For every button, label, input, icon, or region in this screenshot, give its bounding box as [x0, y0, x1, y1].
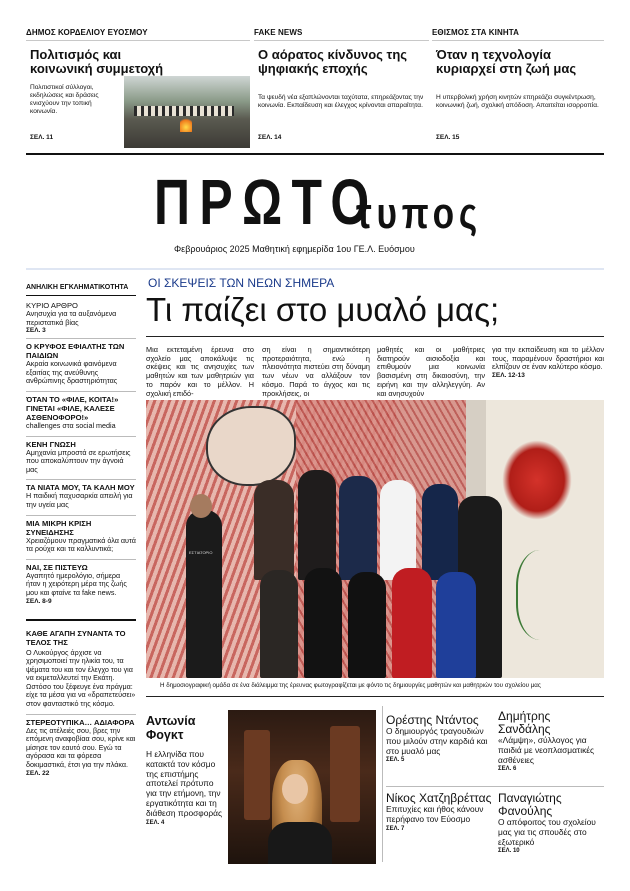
bottom-item-name: Δημήτρης Σανδάλης [498, 709, 551, 736]
bottom-item-name: Παναγιώτης Φανούλης [498, 791, 562, 818]
sidebar-item-title: Ο ΚΡΥΦΟΣ ΕΦΙΑΛΤΗΣ ΤΩΝ ΠΑΙΔΙΩΝ [26, 342, 125, 361]
sidebar-item[interactable] [26, 563, 136, 605]
sidebar-item-title: ΜΙΑ ΜΙΚΡΗ ΚΡΙΣΗ ΣΥΝΕΙΔΗΣΗΣ [26, 518, 92, 537]
team-photo[interactable] [146, 400, 604, 678]
sidebar-item-title: ΣΤΕΡΕΟΤΥΠΙΚΑ… ΑΔΙΑΦΟΡΑ [26, 717, 135, 727]
teaser-text: Η υπερβολική χρήση κινητών επηρεάζει συγκέντρωση, κοινωνική ζωή, σχολική απόδοση. Απαιτείται ισορροπία. [436, 94, 599, 109]
story-col-2: ση είναι η σημαντικότερη προτεραιότητα, ενώ η πλειονότητα πιστεύει στη δύναμη των νέων να αλλάξουν τον κόσμο. Παρά το άγχος και τις προκλήσεις, οι [262, 345, 370, 398]
portrait-photo [228, 710, 376, 864]
dance-photo [124, 76, 250, 148]
teaser-kicker: ΕΘΙΣΜΟΣ ΣΤΑ ΚΙΝΗΤΑ [432, 28, 520, 37]
teaser-kicker: ΔΗΜΟΣ ΚΟΡΔΕΛΙΟΥ ΕΥΟΣΜΟΥ [26, 28, 148, 37]
teaser-title: Πολιτισμός και κοινωνική συμμετοχή [30, 47, 164, 76]
sidebar-item-text: Ανησυχία για τα αυξανόμενα περιστατικά βίας [26, 309, 117, 327]
teaser-page: ΣΕΛ. 14 [258, 134, 282, 141]
bottom-item-page: ΣΕΛ. 6 [498, 766, 517, 773]
bottom-item-page: ΣΕΛ. 7 [386, 825, 405, 832]
sidebar-item[interactable] [26, 395, 136, 431]
main-kicker: ΟΙ ΣΚΕΨΕΙΣ ΤΩΝ ΝΕΩΝ ΣΗΜΕΡΑ [148, 276, 335, 290]
masthead-small: τυπος [356, 189, 482, 238]
photo-caption: Η δημοσιογραφική ομάδα σε ένα διάλειμμα της έρευνας φωτογραφίζεται με φόντο τις δημιουργίες μαθητών και μαθητριών του σχολείου μας [160, 682, 541, 689]
sidebar [26, 284, 136, 864]
sidebar-item[interactable] [26, 519, 136, 554]
bottom-item-text: Ο δημιουργός τραγουδιών που μιλούν στην καρδιά και στο μυαλό μας [386, 726, 488, 756]
bottom-item-name: Νίκος Χατζηβρέττας [386, 791, 492, 805]
sidebar-item-title: ΚΕΝΗ ΓΝΩΣΗ [26, 439, 76, 449]
sidebar-item[interactable] [26, 718, 136, 777]
story-col-3: μαθητές και οι μαθήτριες διατηρούν αισιοδοξία και επιθυμούν μια κοινωνία βασισμένη στη δικαιοσύνη, την ειρήνη και την αλληλεγγύη. Αν και ανησυχούν [377, 345, 485, 398]
feature-name: Αντωνία Φογκτ [146, 714, 196, 742]
teaser-fakenews[interactable] [254, 28, 429, 152]
sidebar-item-title: ΌΤΑΝ ΤΟ «ΦΙΛΕ, ΚΟΙΤΑ!» ΓΙΝΕΤΑΙ «ΦΙΛΕ, ΚΑΛΕΣΕ ΑΣΘΕΝΟΦΟΡΟ!» [26, 394, 119, 422]
feature-text: Η ελληνίδα που κατακτά τον κόσμο της επιστήμης αποτελεί πρότυπο για την ετήμονη, την εργατικότητα και τη διάθεση προσφοράς [146, 749, 223, 818]
masthead-big: ΠΡΩΤΟ [154, 166, 379, 238]
story-col-4-text: για την εκπαίδευση και το μέλλον τους, παραμένουν δραστήριοι και ελπίζουν σε έναν καλύτερο κόσμο. [492, 345, 604, 372]
shirt-text: ΕΣΤΙΑΤΟΡΙΟ [189, 550, 213, 555]
story-col-4 [492, 346, 604, 381]
bottom-item[interactable] [386, 714, 492, 763]
bottom-item[interactable] [386, 792, 492, 832]
masthead-subtitle: Φεβρουάριος 2025 Μαθητική εφημερίδα 1ου ΓΕ.Λ. Ευόσμου [174, 244, 415, 254]
sidebar-item[interactable] [26, 301, 136, 334]
bottom-item-page: ΣΕΛ. 5 [386, 757, 405, 764]
sidebar-item-title: ΤΑ ΝΙΑΤΑ ΜΟΥ, ΤΑ ΚΑΛΗ ΜΟΥ [26, 483, 135, 493]
sidebar-item-page: ΣΕΛ. 8-9 [26, 597, 52, 605]
bottom-item-text: «Λάμψη», σύλλογος για παιδιά με νεοπλασματικές ασθένειες [498, 735, 595, 765]
sidebar-item-page: ΣΕΛ. 3 [26, 327, 46, 335]
sidebar-item-title: ΚΑΘΕ ΑΓΑΠΗ ΣΥΝΑΝΤΑ ΤΟ ΤΕΛΟΣ ΤΗΣ [26, 628, 126, 647]
top-divider [26, 153, 604, 155]
teaser-title: Ο αόρατος κίνδυνος της ψηφιακής εποχής [258, 47, 408, 76]
teaser-title: Όταν η τεχνολογία κυριαρχεί στη ζωή μας [436, 47, 577, 76]
top-strip [26, 28, 604, 158]
sidebar-item[interactable] [26, 629, 136, 709]
bottom-item-name: Ορέστης Ντάντος [386, 713, 479, 727]
sidebar-item-text: Η παιδική παχυσαρκία απειλή για την υγεία μας [26, 491, 133, 509]
teaser-page: ΣΕΛ. 15 [436, 134, 460, 141]
feature-page: ΣΕΛ. 4 [146, 819, 165, 826]
sidebar-item-text: Χρειαζόμουν πραγματικά όλα αυτά τα ρούχα και τα καλλυντικά; [26, 535, 136, 554]
sidebar-item-text: Ακραία κοινωνικά φαινόμενα εξαιτίας της ανεύθυνης ανθρώπινης δραστηριότητας [26, 359, 118, 386]
teaser-text: Τα ψευδή νέα εξαπλώνονται ταχύτατα, επηρεάζοντας την κοινωνία. Εκπαίδευση και έλεγχος κρίνονται απαραίτητα. [258, 94, 424, 109]
heart-painting [502, 440, 572, 520]
teaser-kicker: FAKE NEWS [254, 28, 303, 37]
sidebar-item[interactable] [26, 342, 136, 386]
sidebar-item-text: Ο Λυκούργος άρχισε να χρησιμοποιεί την ηλικία του, τα ψέματα του και τον έλεγχο του για να εκμεταλλευτεί την Εκάτη. Ωστόσο του ξέφευγε ένα πράγμα: είχε τα μέσα για να «δραπετεύσει» στον φανταστικό της κόσμο. [26, 647, 136, 709]
sidebar-item-title: ΝΑΙ, ΣΕ ΠΙΣΤΕΥΩ [26, 562, 88, 572]
teaser-text: Πολιτιστικοί σύλλογοι, εκδηλώσεις και δράσεις ενισχύουν την τοπική κοινωνία. [30, 84, 99, 115]
sidebar-item-text: Αγαπητό ημερολόγιο, σήμερα ήταν η χειρότερη μέρα της ζωής μου και φταίνε τα fake news. [26, 570, 127, 597]
bottom-item-text: Επιτυχίες και ήθος κάνουν περήφανο τον Εύοσμο [386, 804, 484, 824]
masthead [150, 166, 490, 240]
sidebar-item-text: Αμηχανία μπροστά σε ερωτήσεις που αποκαλύπτουν την άγνοιά μας [26, 447, 131, 474]
sidebar-item[interactable] [26, 483, 136, 509]
teaser-page: ΣΕΛ. 11 [30, 134, 54, 141]
teaser-culture[interactable] [26, 28, 250, 152]
sidebar-item[interactable] [26, 440, 136, 475]
sidebar-item-page: ΣΕΛ. 22 [26, 769, 50, 777]
bottom-item-page: ΣΕΛ. 10 [498, 848, 520, 855]
feature-person[interactable] [146, 714, 224, 826]
sidebar-item-text: challenges στα social media [26, 420, 116, 430]
sidebar-item-title: ΚΥΡΙΟ ΑΡΘΡΟ [26, 301, 78, 310]
teaser-mobile[interactable] [432, 28, 604, 152]
bottom-item[interactable] [498, 792, 604, 854]
bottom-item-text: Ο απόφοιτος του σχολείου μας για τις σπουδές στο εξωτερικό [498, 817, 596, 847]
sidebar-header: ΑΝΗΛΙΚΗ ΕΓΚΛΗΜΑΤΙΚΟΤΗΤΑ [26, 284, 129, 291]
sidebar-item-text: Δες τις ατέλειές σου, βρες την επόμενη αναφοβίαα σου, κρίνε και μίσησε τον εαυτό σου. Εγώ τα αγόρασα και τα φόρεσα δοκιμαστικά, έτσι για την πλάκα. [26, 725, 136, 770]
story-col-1: Μια εκτεταμένη έρευνα στο σχολείο μας αποκάλυψε τις σκέψεις και τις ανησυχίες των μαθητών και των μαθητριών για το παρόν και το μέλλον. Η σχολική επιδό- [146, 345, 254, 398]
main-headline[interactable]: Τι παίζει στο μυαλό μας; [146, 291, 500, 328]
story-page: ΣΕΛ. 12-13 [492, 372, 525, 380]
bottom-item[interactable] [498, 710, 604, 772]
